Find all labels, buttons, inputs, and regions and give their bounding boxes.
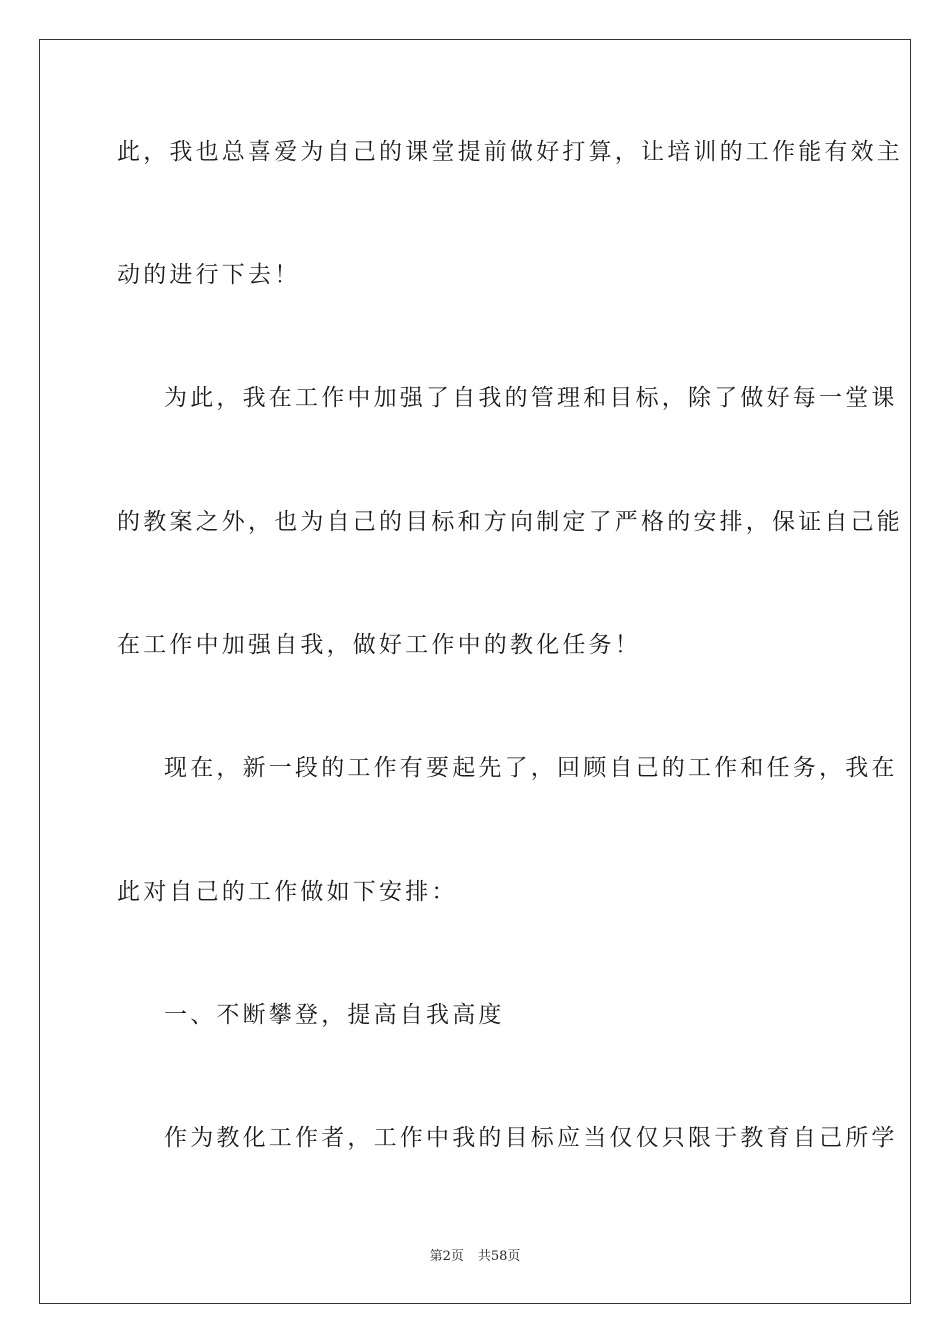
- paragraph-line: 动的进行下去！: [117, 262, 301, 288]
- page-number: 第2页: [429, 1249, 464, 1264]
- section-heading: 一、不断攀登，提高自我高度: [164, 1002, 505, 1028]
- paragraph-line: 在工作中加强自我，做好工作中的教化任务！: [117, 632, 641, 658]
- paragraph-line: 作为教化工作者，工作中我的目标应当仅仅只限于教育自己所学: [164, 1125, 898, 1151]
- paragraph-line: 现在，新一段的工作有要起先了，回顾自己的工作和任务，我在: [164, 755, 898, 781]
- paragraph-line: 此对自己的工作做如下安排：: [117, 879, 458, 905]
- page-border: [39, 39, 911, 1304]
- paragraph-line: 的教案之外，也为自己的目标和方向制定了严格的安排，保证自己能: [117, 509, 903, 535]
- total-pages: 共58页: [477, 1249, 521, 1264]
- paragraph-line: 为此，我在工作中加强了自我的管理和目标，除了做好每一堂课: [164, 385, 898, 411]
- page-footer: [0, 1248, 950, 1266]
- paragraph-line: 此，我也总喜爱为自己的课堂提前做好打算，让培训的工作能有效主: [117, 139, 903, 165]
